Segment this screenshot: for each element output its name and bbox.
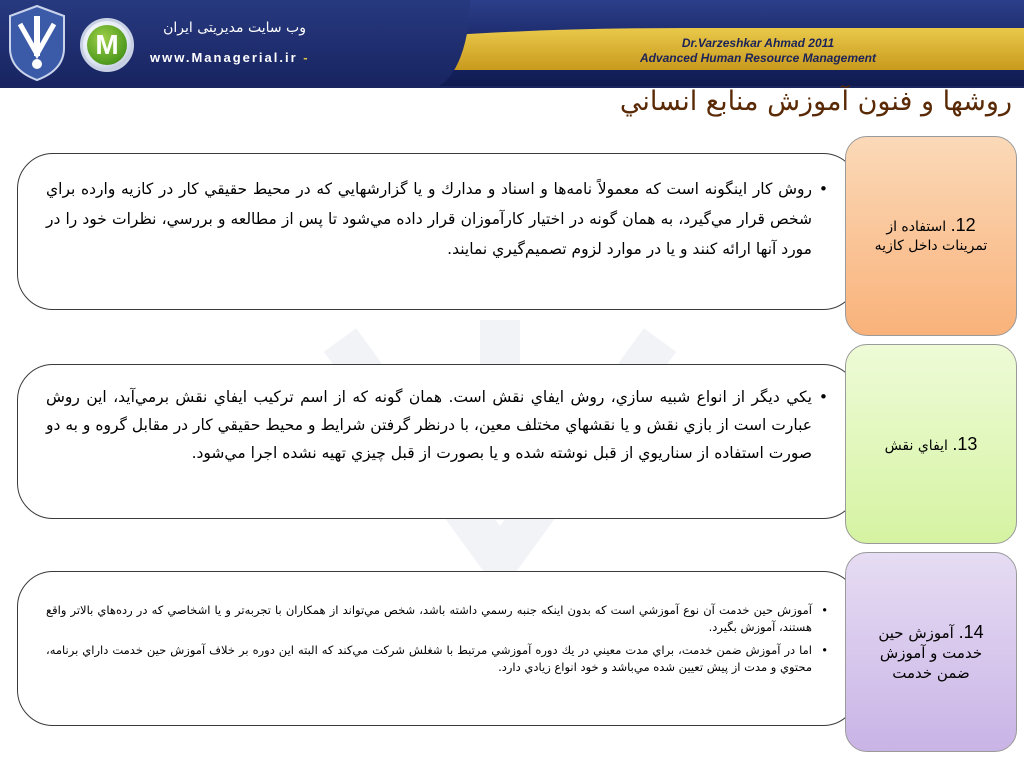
section-14-number: 14. bbox=[958, 621, 984, 642]
section-14-heading bbox=[864, 622, 998, 683]
bullet-item: • يكي ديگر از انواع شبيه سازي، روش ايفاي نقش است. همان گونه كه از اسم تركيب ايفاي نقش برمي‌آيد، اين روش عبارت است از بازي نقش و يا نقشهاي مختلف معين، با درنظر گرفتن شرايط و محيط حقيقي كار در مقابل گروه و به دو صورت استفاده از سناريوي از قبل نوشته شده و يا بصورت از قبل چيزي تهيه نشده اجرا مي‌شود. bbox=[46, 383, 828, 467]
managerial-logo-icon bbox=[80, 18, 134, 72]
section-14-tile bbox=[845, 552, 1017, 752]
slide-title: روشها و فنون آموزش منابع انساني bbox=[619, 86, 1012, 117]
section-13-bullets bbox=[46, 383, 828, 467]
section-12-number: 12. bbox=[950, 215, 976, 235]
header-course-info bbox=[640, 36, 876, 66]
section-13-heading bbox=[885, 434, 978, 455]
section-12-tile bbox=[845, 136, 1017, 336]
header-banner bbox=[0, 0, 1024, 88]
header-blue-band bbox=[0, 0, 470, 88]
author-line: Dr.Varzeshkar Ahmad 2011 bbox=[681, 36, 835, 50]
course-line: Advanced Human Resource Management bbox=[639, 51, 876, 65]
site-url-text: www.Managerial.ir bbox=[150, 50, 298, 65]
section-14-content bbox=[17, 571, 859, 726]
site-title: وب سايت مديريتی ايران bbox=[163, 20, 306, 36]
bullet-item: • روش كار اينگونه است كه معمولاً نامه‌ها و اسناد و مدارك و يا گزارشهايي كه در محيط حقيقي كار در كازيه وارده براي شخص قرار مي‌گيرد، به همان گونه در اختيار كارآموزان قرار داده مي‌شود تا پس از مطالعه و بررسي، نظرات خود را در مورد آنها ارائه كنند و يا در موارد لزوم تصميم‌گيري نمايند. bbox=[46, 174, 828, 264]
url-dash-icon: - bbox=[303, 50, 310, 65]
section-13-tile bbox=[845, 344, 1017, 544]
section-13-number: 13. bbox=[952, 433, 978, 454]
bullet-item: • آموزش حين خدمت آن نوع آموزشي است كه بدون اينكه جنبه رسمي داشته باشد، شخص مي‌تواند از همكاران با تجربه‌تر و يا اشخاصي كه در رده‌هاي بالاتر واقع هستند، آموزش بگيرد. bbox=[46, 602, 828, 636]
section-14-bullets bbox=[46, 602, 828, 676]
section-14-label: آموزش حين خدمت و آموزش ضمن خدمت bbox=[878, 623, 983, 682]
section-12-label: استفاده از تمرينات داخل كازيه bbox=[874, 219, 988, 254]
bullet-item: • اما در آموزش ضمن خدمت، براي مدت معيني در يك دوره آموزشي مرتبط با شغلش شركت مي‌كند كه البته اين دوره بر خلاف آموزش حين خدمت داراي برنامه، محتوي و مدت از پيش تعيين شده مي‌باشد و خود انواع زيادي دارد. bbox=[46, 642, 828, 676]
managerial-logo-letter: M bbox=[87, 25, 127, 65]
university-logo-icon bbox=[6, 4, 68, 82]
section-12-bullets bbox=[46, 174, 828, 264]
site-url bbox=[150, 50, 310, 65]
section-13-label: ايفاي نقش bbox=[884, 437, 948, 454]
section-12-content bbox=[17, 153, 859, 310]
section-12-heading bbox=[864, 216, 998, 256]
section-13-content bbox=[17, 364, 859, 519]
